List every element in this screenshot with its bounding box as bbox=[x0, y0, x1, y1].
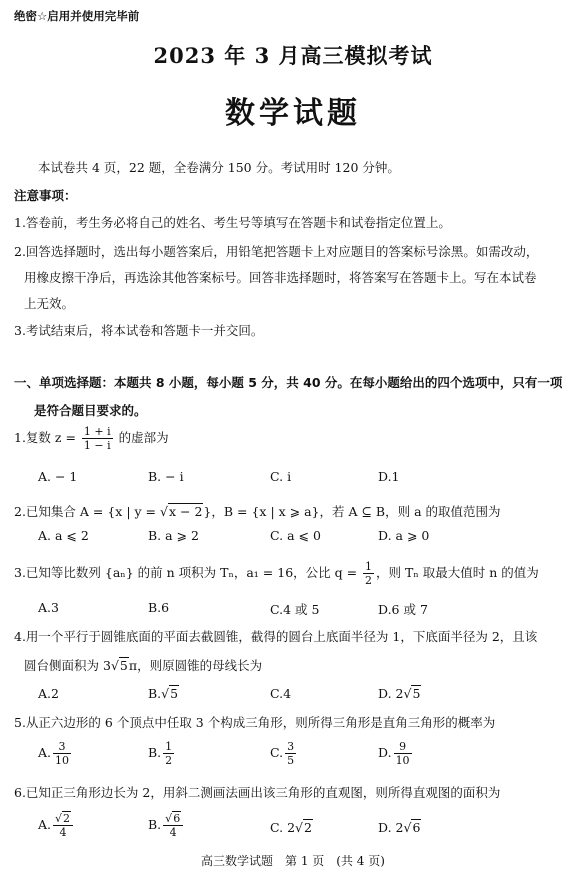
exam-title: 2023 年 3 月高三模拟考试 bbox=[153, 43, 433, 68]
fraction: $\frac{1}{2}$ bbox=[365, 560, 373, 587]
q3-option-c: C.4 或 5 bbox=[270, 602, 320, 617]
q4-option-d: D. 2√5 bbox=[378, 686, 421, 701]
q5-option-c: C. $\frac{3}{5}$ bbox=[270, 740, 295, 767]
q2-option-b: B. a ⩾ 2 bbox=[148, 528, 199, 543]
note-1: 1.答卷前，考生务必将自己的姓名、考生号等填写在答题卡和试卷指定位置上。 bbox=[14, 215, 451, 230]
q5-option-b: B. $\frac{1}{2}$ bbox=[148, 740, 173, 767]
q5-option-a: A. $\frac{3}{10}$ bbox=[38, 740, 70, 767]
q3-option-b: B.6 bbox=[148, 600, 170, 615]
section-1-heading-cont: 是符合题目要求的。 bbox=[34, 403, 147, 418]
q4-option-b: B.√5 bbox=[148, 686, 179, 701]
page-footer: 高三数学试题 第 1 页 (共 4 页) bbox=[201, 854, 385, 868]
q6-option-d: D. 2√6 bbox=[378, 820, 421, 835]
q1-option-b: B. − i bbox=[148, 469, 184, 484]
q1-option-c: C. i bbox=[270, 469, 292, 484]
fraction: $\frac{1 + i}{1 - i}$ bbox=[83, 425, 111, 452]
q2-option-d: D. a ⩾ 0 bbox=[378, 528, 430, 543]
notes-heading: 注意事项： bbox=[14, 188, 77, 203]
section-1-heading: 一、单项选择题：本题共 8 小题，每小题 5 分，共 40 分。在每小题给出的四个选项中，只有一项 bbox=[14, 375, 563, 390]
q1-option-a: A. − 1 bbox=[38, 469, 78, 484]
question-2-stem: 2.已知集合 A = {x | y = √x − 2}，B = {x | x ⩾ a}，若 A ⊆ B，则 a 的取值范围为 bbox=[14, 504, 501, 519]
q3-option-d: D.6 或 7 bbox=[378, 602, 428, 617]
note-2-line-1: 2.回答选择题时，选出每小题答案后，用铅笔把答题卡上对应题目的答案标号涂黑。如需改动， bbox=[14, 244, 539, 259]
question-4-stem-line-2: 圆台侧面积为 3√5π，则原圆锥的母线长为 bbox=[24, 658, 263, 673]
q2-option-c: C. a ⩽ 0 bbox=[270, 528, 321, 543]
note-2-line-3: 上无效。 bbox=[24, 296, 75, 311]
question-4-stem-line-1: 4.用一个平行于圆锥底面的平面去截圆锥，截得的圆台上底面半径为 1，下底面半径为 2，且该 bbox=[14, 629, 538, 644]
confidential-label: 绝密☆启用并使用完毕前 bbox=[14, 9, 140, 23]
q4-option-c: C.4 bbox=[270, 686, 292, 701]
q6-option-a: A. $\frac{√2}{4}$ bbox=[38, 812, 75, 839]
question-3-stem: 3.已知等比数列 {aₙ} 的前 n 项积为 Tₙ，a₁ = 16，公比 q = $\frac{1}{2}$ ，则 Tₙ 取最大值时 n 的值为 bbox=[14, 560, 539, 587]
q1-option-d: D.1 bbox=[378, 469, 400, 484]
intro-text: 本试卷共 4 页，22 题，全卷满分 150 分。考试用时 120 分钟。 bbox=[38, 160, 400, 175]
q4-option-a: A.2 bbox=[38, 686, 59, 701]
q5-option-d: D. $\frac{9}{10}$ bbox=[378, 740, 410, 767]
note-3: 3.考试结束后，将本试卷和答题卡一并交回。 bbox=[14, 323, 264, 338]
q3-option-a: A.3 bbox=[38, 600, 59, 615]
question-1-stem: 1.复数 z = $\frac{1 + i}{1 - i}$ 的虚部为 bbox=[14, 425, 169, 452]
q2-option-a: A. a ⩽ 2 bbox=[38, 528, 89, 543]
question-5-stem: 5.从正六边形的 6 个顶点中任取 3 个构成三角形，则所得三角形是直角三角形的概率为 bbox=[14, 715, 496, 730]
q6-option-b: B. $\frac{√6}{4}$ bbox=[148, 812, 185, 839]
subject-title: 数学试题 bbox=[225, 96, 361, 131]
note-2-line-2: 用橡皮擦干净后，再选涂其他答案标号。回答非选择题时，将答案写在答题卡上。写在本试卷 bbox=[24, 270, 537, 285]
question-6-stem: 6.已知正三角形边长为 2，用斜二测画法画出该三角形的直观图，则所得直观图的面积为 bbox=[14, 785, 501, 800]
q6-option-c: C. 2√2 bbox=[270, 820, 312, 835]
